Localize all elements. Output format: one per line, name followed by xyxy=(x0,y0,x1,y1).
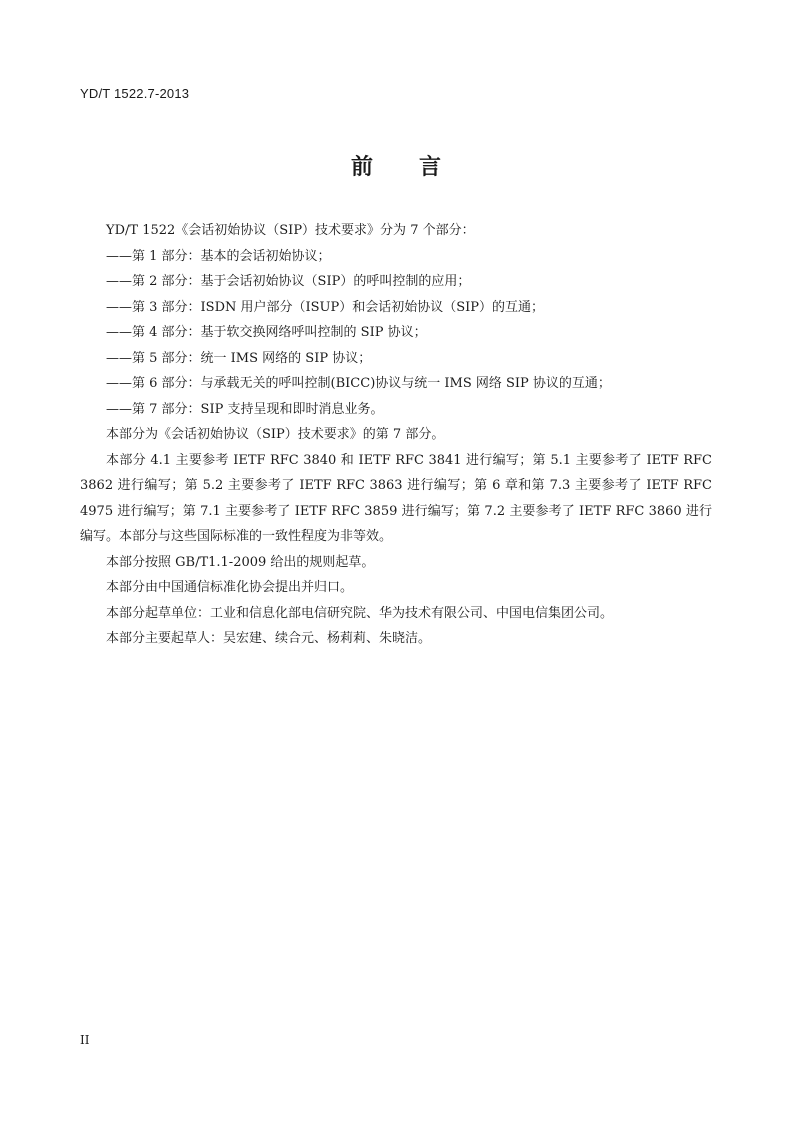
list-item-part-2: ——第 2 部分：基于会话初始协议（SIP）的呼叫控制的应用； xyxy=(106,274,471,289)
paragraph-drafting-units: 本部分起草单位：工业和信息化部电信研究院、华为技术有限公司、中国电信集团公司。 xyxy=(106,605,614,621)
list-item-part-4: ——第 4 部分：基于软交换网络呼叫控制的 SIP 协议； xyxy=(106,325,427,340)
list-item-part-7: ——第 7 部分：SIP 支持呈现和即时消息业务。 xyxy=(106,401,384,417)
paragraph-drafting-rules: 本部分按照 GB/T1.1-2009 给出的规则起草。 xyxy=(106,554,375,570)
page-number: II xyxy=(80,1033,90,1047)
paragraph-this-part: 本部分为《会话初始协议（SIP）技术要求》的第 7 部分。 xyxy=(106,427,445,442)
foreword-body xyxy=(80,218,712,652)
paragraph-proposer: 本部分由中国通信标准化协会提出并归口。 xyxy=(106,580,354,595)
paragraph-references: 本部分 4.1 主要参考 IETF RFC 3840 和 IETF RFC 3841 进行编写；第 5.1 主要参考了 IETF RFC 3862 进行编写；第 5.2 主要参考了 IETF RFC 3863 进行编写；第 6 章和第 7.3 主要参考了 IETF RFC 4975 进行编写；第 7.1 主要参考了 IETF RFC 3859 进行编写；第 7.2 主要参考了 IETF RFC 3860 进行编写。本部分与这些国际标准的一致性程度为非等效。 xyxy=(80,452,712,544)
list-item-part-1: ——第 1 部分：基本的会话初始协议； xyxy=(106,248,331,264)
paragraph-drafters: 本部分主要起草人：吴宏建、续合元、杨莉莉、朱晓洁。 xyxy=(106,631,432,646)
list-item-part-6: ——第 6 部分：与承载无关的呼叫控制(BICC)协议与统一 IMS 网络 SIP 协议的互通； xyxy=(106,376,611,391)
list-item-part-3: ——第 3 部分：ISDN 用户部分（ISUP）和会话初始协议（SIP）的互通； xyxy=(106,299,545,315)
document-id: YD/T 1522.7-2013 xyxy=(80,86,190,101)
list-item-part-5: ——第 5 部分：统一 IMS 网络的 SIP 协议； xyxy=(106,350,372,366)
page-title: 前言 xyxy=(350,155,487,180)
paragraph-intro: YD/T 1522《会话初始协议（SIP）技术要求》分为 7 个部分： xyxy=(106,223,475,238)
